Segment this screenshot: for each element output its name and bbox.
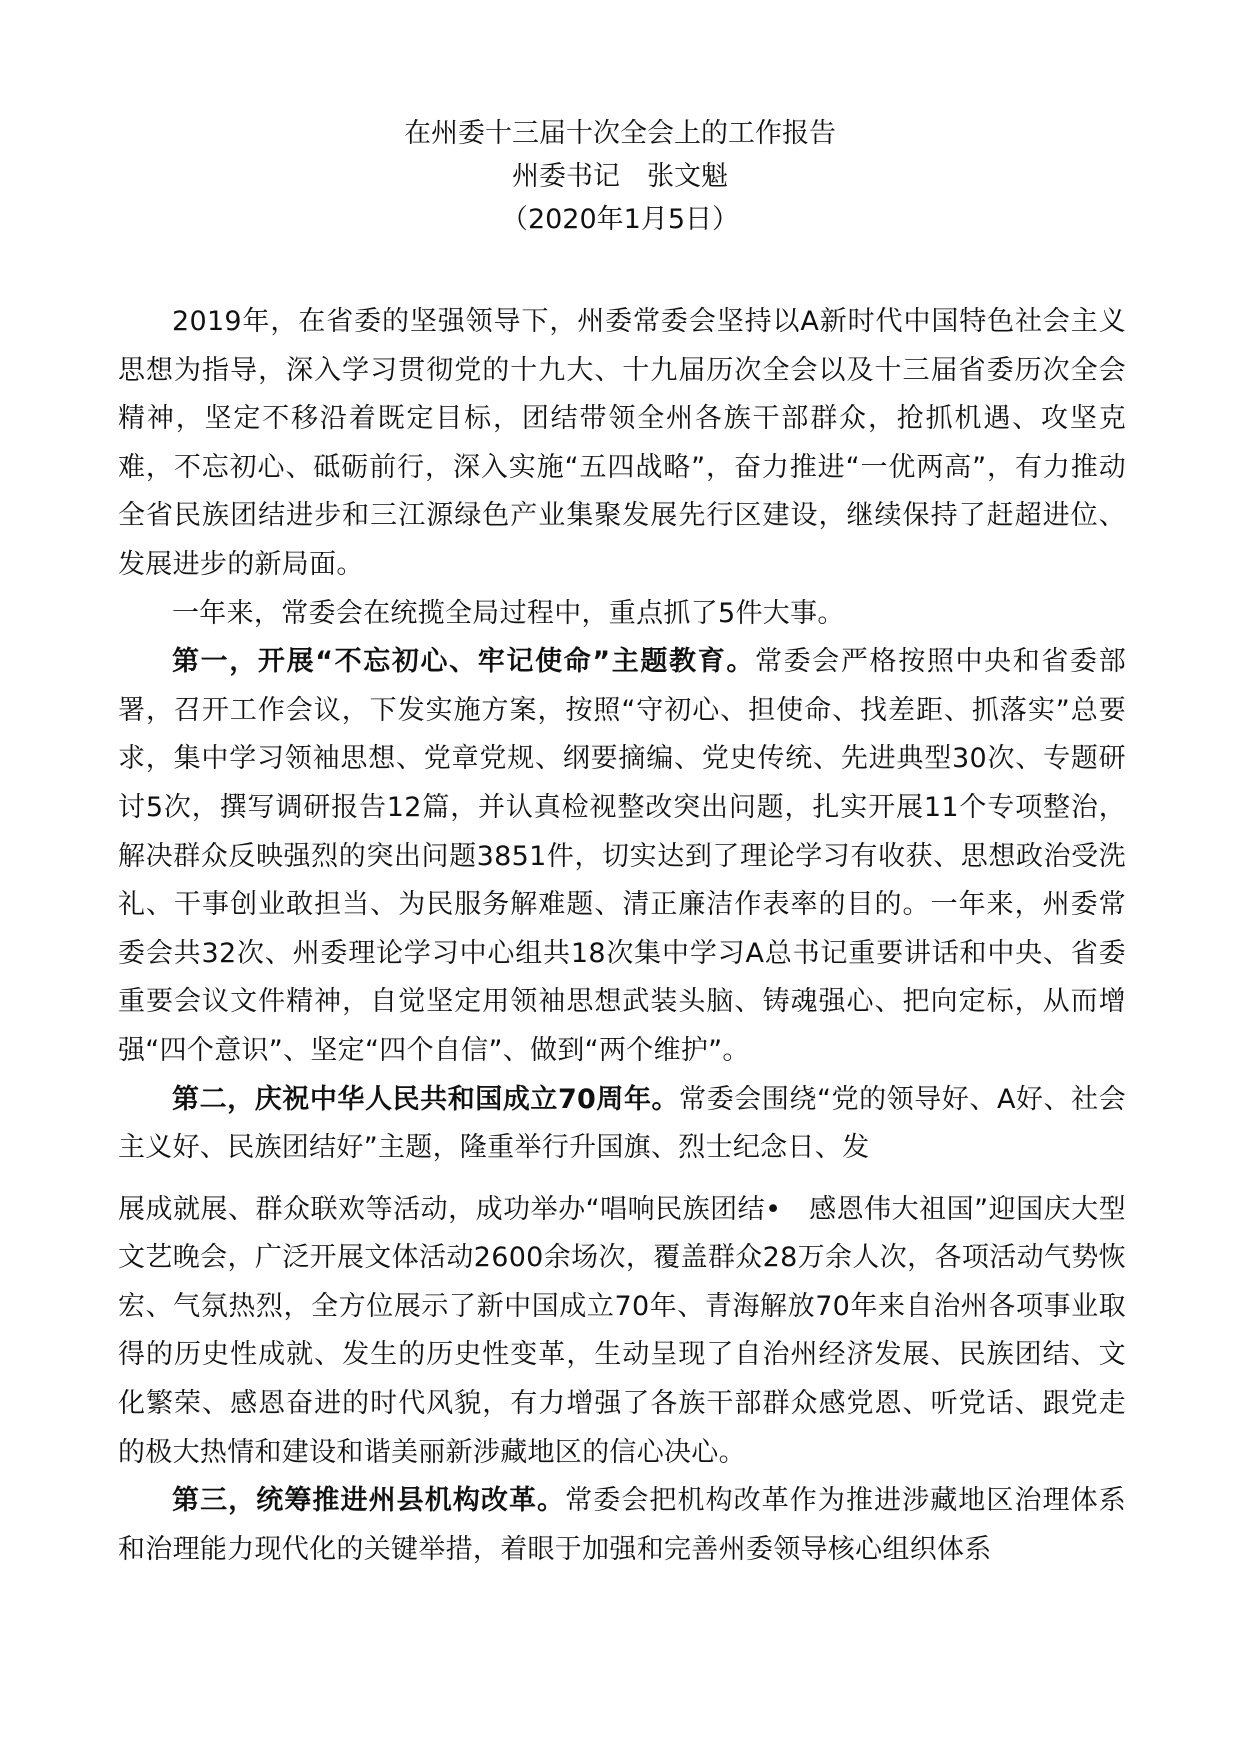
- paragraph-second-item: [118, 1076, 1126, 1173]
- paragraph-intro: 2019年，在省委的坚强领导下，州委常委会坚持以A新时代中国特色社会主义思想为指导，深入学习贯彻党的十九大、十九届历次全会以及十三届省委历次全会精神，坚定不移沿着既定目标，团结带领全州各族干部群众，抢抓机遇、攻坚克难，不忘初心、砥砺前行，深入实施“五四战略”，奋力推进“一优两高”，有力推动全省民族团结进步和三江源绿色产业集聚发展先行区建设，继续保持了赶超进位、发展进步的新局面。: [118, 306, 1126, 580]
- third-item-text: 常委会把机构改革作为推进涉藏地区治理体系和治理能力现代化的关键举措，着眼于加强和完善州委领导核心组织体系: [118, 1485, 1127, 1565]
- first-item-text: 常委会严格按照中央和省委部署，召开工作会议，下发实施方案，按照“守初心、担使命、找差距、抓落实”总要求，集中学习领袖思想、党章党规、纲要摘编、党史传统、先进典型30次、专题研讨5次，撰写调研报告12篇，并认真检视整改突出问题，扎实开展11个专项整治，解决群众反映强烈的突出问题3851件，切实达到了理论学习有收获、思想政治受洗礼、干事创业敢担当、为民服务解难题、清正廉洁作表率的目的。一年来，州委常委会共32次、州委理论学习中心组共18次集中学习A总书记重要讲话和中央、省委重要会议文件精神，自觉坚定用领袖思想武装头脑、铸魂强心、把向定标，从而增强“四个意识”、坚定“四个自信”、做到“两个维护”。: [118, 646, 1126, 1066]
- paragraph-gap: [118, 1173, 1126, 1186]
- speaker-line: 州委书记 张文魁: [512, 161, 728, 192]
- date-line: （2020年1月5日）: [500, 204, 740, 235]
- second-item-heading: 第二，庆祝中华人民共和国成立70周年。: [172, 1083, 680, 1115]
- second-item-text-a: 常委会围绕“党的领导好、A好、社会主义好、民族团结好”主题，隆重举行升国旗、烈士纪念日、发: [118, 1083, 1126, 1164]
- paragraph-second-item-continued: 展成就展、群众联欢等活动，成功举办“唱响民族团结• 感恩伟大祖国”迎国庆大型文艺晚会，广泛开展文体活动2600余场次，覆盖群众28万余人次，各项活动气势恢宏、气氛热烈，全方位展示了新中国成立70年、青海解放70年来自治州各项事业取得的历史性成就、发生的历史性变革，生动呈现了自治州经济发展、民族团结、文化繁荣、感恩奋进的时代风貌，有力增强了各族干部群众感党恩、听党话、跟党走的极大热情和建设和谐美丽新涉藏地区的信心决心。: [118, 1193, 1126, 1468]
- first-item-heading: 第一，开展“不忘初心、牢记使命”主题教育。: [172, 646, 755, 678]
- document-body: [118, 298, 1126, 1574]
- document-title: 在州委十三届十次全会上的工作报告: [404, 118, 836, 149]
- paragraph-first-item: [118, 638, 1126, 1075]
- paragraph-third-item: [118, 1477, 1126, 1574]
- third-item-heading: 第三，统筹推进州县机构改革。: [172, 1485, 566, 1517]
- paragraph-summary: 一年来，常委会在统揽全局过程中，重点抓了5件大事。: [172, 597, 845, 629]
- document-header: [0, 112, 1240, 241]
